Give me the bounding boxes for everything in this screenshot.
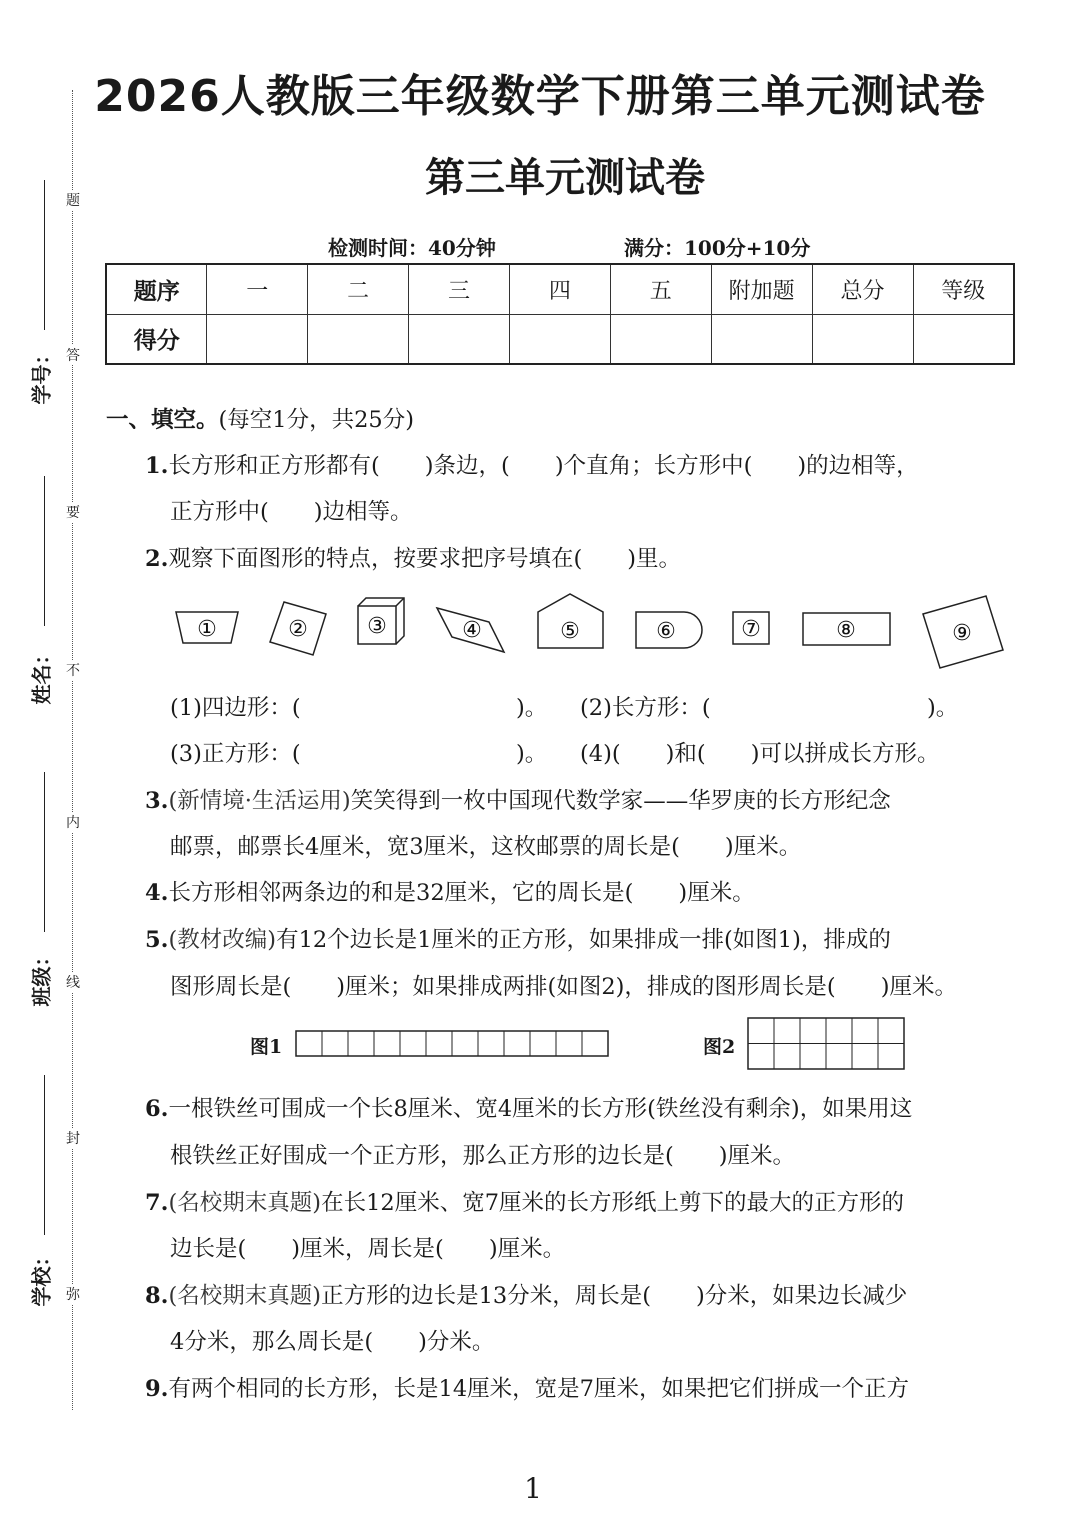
shape-label: ⑧ [836, 618, 856, 643]
header-cell: 一 [207, 264, 308, 314]
score-cell[interactable] [711, 314, 812, 364]
question-number: 2. [145, 546, 169, 572]
page-subtitle: 第三单元测试卷 [425, 155, 705, 201]
q2-sub3-end: )。 [516, 741, 548, 767]
header-cell: 五 [610, 264, 711, 314]
exam-time: 检测时间：40分钟 [328, 236, 496, 260]
page-number: 1 [524, 1472, 542, 1505]
score-cell[interactable] [610, 314, 711, 364]
shapes-figure [0, 590, 1080, 680]
shape-label: ② [288, 617, 308, 642]
name-label: 姓名： [29, 644, 54, 705]
question-1 [145, 448, 919, 480]
student-id-label: 学号： [29, 344, 54, 405]
page-title: 2026人教版三年级数学下册第三单元测试卷 [94, 71, 986, 122]
question-2 [145, 541, 681, 573]
question-text: 一根铁丝可围成一个长8厘米、宽4厘米的长方形(铁丝没有剩余)，如果用这 [168, 1096, 913, 1122]
score-cell[interactable] [308, 314, 409, 364]
header-cell: 附加题 [711, 264, 812, 314]
score-cell[interactable] [510, 314, 611, 364]
shape-label: ⑨ [952, 621, 972, 646]
question-3 [145, 783, 891, 815]
score-cell[interactable] [207, 314, 308, 364]
class-label: 班级： [29, 946, 54, 1007]
question-6 [145, 1091, 912, 1123]
question-number: 5. [145, 927, 169, 953]
question-text: 在长12厘米、宽7厘米的长方形纸上剪下的最大的正方形的 [321, 1190, 905, 1216]
question-4 [145, 875, 755, 907]
question-5 [145, 922, 891, 954]
question-number: 4. [145, 880, 169, 906]
question-1-line-2: 正方形中( )边相等。 [170, 499, 413, 525]
question-7-line-2: 边长是( )厘米，周长是( )厘米。 [170, 1236, 566, 1262]
figure-1-dividers [322, 1031, 582, 1056]
question-number: 3. [145, 788, 169, 814]
q2-sub1-start: (1)四边形：( [170, 695, 301, 721]
score-cell[interactable] [409, 314, 510, 364]
question-number: 6. [145, 1096, 169, 1122]
seal-dotted-line [72, 90, 73, 1410]
shape-label: ⑥ [656, 619, 676, 644]
score-cell[interactable] [913, 314, 1014, 364]
question-8 [145, 1278, 907, 1310]
question-text: 观察下面图形的特点，按要求把序号填在( )里。 [168, 546, 682, 572]
class-line[interactable] [44, 772, 45, 932]
question-6-line-2: 根铁丝正好围成一个正方形，那么正方形的边长是( )厘米。 [170, 1143, 796, 1169]
question-tag: (教材改编) [168, 927, 277, 953]
question-9 [145, 1371, 909, 1403]
figure-1-label: 图1 [250, 1036, 283, 1058]
figure-2-grid [747, 1017, 907, 1071]
seal-char-7: 封 [66, 1128, 80, 1148]
score-table [105, 263, 1015, 365]
seal-char-3: 要 [66, 502, 80, 522]
seal-char-2: 答 [66, 345, 80, 365]
question-tag: (新情境·生活运用) [168, 788, 351, 814]
q2-sub2-end: )。 [927, 695, 959, 721]
question-text: 长方形相邻两条边的和是32厘米，它的周长是( )厘米。 [168, 880, 755, 906]
shape-label: ① [197, 617, 217, 642]
school-label: 学校： [29, 1246, 54, 1307]
question-3-line-2: 邮票，邮票长4厘米，宽3厘米，这枚邮票的周长是( )厘米。 [170, 834, 802, 860]
shape-label: ④ [462, 618, 482, 643]
question-number: 9. [145, 1376, 169, 1402]
figure-2-label: 图2 [703, 1036, 736, 1058]
school-line[interactable] [44, 1075, 45, 1235]
section-1-title: 一、填空。 [106, 407, 219, 433]
question-tag: (名校期末真题) [168, 1190, 322, 1216]
question-text: 正方形的边长是13分米，周长是( )分米，如果边长减少 [321, 1283, 908, 1309]
question-text: 笑笑得到一枚中国现代数学家——华罗庚的长方形纪念 [350, 788, 891, 814]
question-text: 有两个相同的长方形，长是14厘米，宽是7厘米，如果把它们拼成一个正方 [168, 1376, 909, 1402]
q2-sub4: (4)( )和( )可以拼成长方形。 [580, 741, 940, 767]
row-label: 得分 [106, 314, 207, 364]
question-tag: (名校期末真题) [168, 1283, 322, 1309]
question-text: 有12个边长是1厘米的正方形，如果排成一排(如图1)，排成的 [276, 927, 891, 953]
question-7 [145, 1185, 904, 1217]
q2-sub2-start: (2)长方形：( [580, 695, 711, 721]
score-cell[interactable] [812, 314, 913, 364]
section-1-heading [106, 402, 414, 434]
header-cell: 二 [308, 264, 409, 314]
seal-char-5: 内 [66, 812, 80, 832]
seal-char-8: 弥 [66, 1284, 80, 1304]
question-number: 7. [145, 1190, 169, 1216]
figure-1-grid [295, 1030, 611, 1058]
shape-label: ③ [367, 614, 387, 639]
seal-char-1: 题 [66, 190, 80, 210]
section-1-note: (每空1分，共25分) [218, 407, 415, 433]
seal-char-6: 线 [66, 972, 80, 992]
q2-sub1-end: )。 [516, 695, 548, 721]
q2-sub3-start: (3)正方形：( [170, 741, 301, 767]
score-table-header-row [106, 264, 1014, 314]
question-8-line-2: 4分米，那么周长是( )分米。 [170, 1329, 495, 1355]
question-number: 8. [145, 1283, 169, 1309]
seal-char-4: 不 [66, 660, 80, 680]
header-cell: 题序 [106, 264, 207, 314]
question-text: 长方形和正方形都有( )条边，( )个直角；长方形中( )的边相等， [168, 453, 919, 479]
figure-2-dividers [748, 1018, 904, 1069]
header-cell: 总分 [812, 264, 913, 314]
full-score: 满分：100分+10分 [624, 236, 811, 260]
header-cell: 四 [510, 264, 611, 314]
header-cell: 三 [409, 264, 510, 314]
shape-label: ⑤ [560, 619, 580, 644]
score-table-score-row [106, 314, 1014, 364]
question-5-line-2: 图形周长是( )厘米；如果排成两排(如图2)，排成的图形周长是( )厘米。 [170, 974, 957, 1000]
shape-label: ⑦ [741, 617, 761, 642]
header-cell: 等级 [913, 264, 1014, 314]
question-number: 1. [145, 453, 169, 479]
